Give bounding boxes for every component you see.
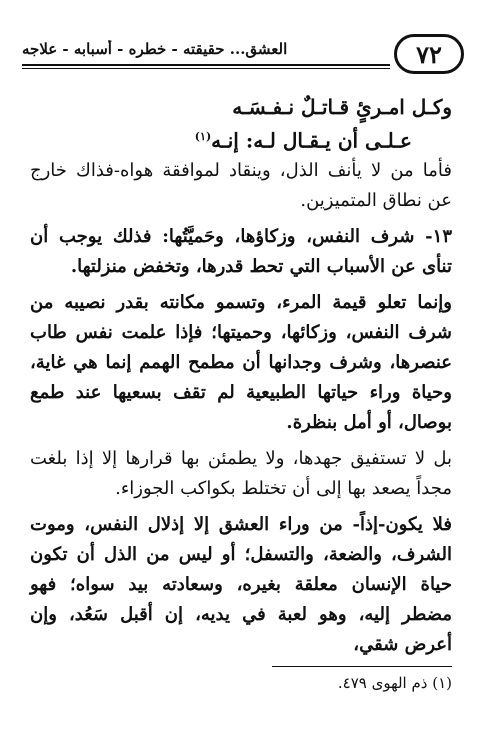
footnote: (١) ذم الهوى ٤٧٩.	[337, 674, 452, 692]
verse-line-1: وكـل امـرئٍ قـاتـلٌ نـفـسَـه	[232, 95, 452, 119]
running-title: العشق... حقيقته - خطره - أسبابه - علاجه	[22, 40, 288, 58]
page-body	[30, 92, 452, 666]
paragraph-5: فلا يكون-إذاً- من وراء العشق إلا إذلال النفس، وموت الشرف، والضعة، والتسفل؛ أو ليس من الذل أن تكون حياة الإنسان معلقة بغيره، وسعادته بيد سواه؛ فهو مضطر إليه، وهو لعبة في يديه، إن أقبل سَعُد، وإن أعرض شقي،	[30, 513, 452, 655]
header-rule	[22, 64, 390, 66]
paragraph-1: فأما من لا يأنف الذل، وينقاد لموافقة هواه-فذاك خارج عن نطاق المتميزين.	[30, 159, 452, 211]
verse-line-2	[30, 122, 452, 156]
footnote-marker: (١)	[194, 130, 212, 143]
poetry-verse	[30, 92, 452, 156]
paragraph-3: وإنما تعلو قيمة المرء، وتسمو مكانته بقدر نصيبه من شرف النفس، وزكائها، وحميتها؛ فإذا علمت نفس طاب عنصرها، وشرف وجدانها أن مطمح الهمم إنما هي غاية، وحياة وراء حياتها الطبيعية لم تقف بسعيها عند طمع بوصال، أو أمل بنظرة.	[30, 291, 452, 433]
footnote-separator	[272, 666, 452, 667]
page-number-badge	[394, 34, 464, 74]
page-number: ٧٢	[416, 39, 442, 69]
paragraph-4: بل لا تستفيق جهدها، ولا يطمئن بها قرارها إلا إذا بلغت مجداً يصعد بها إلى أن تختلط بكواكب الجوزاء.	[30, 447, 452, 499]
page-header	[22, 34, 464, 78]
verse-line-2-text: عـلـى أن يـقـال لـه: إنـه	[211, 128, 412, 153]
header-rule-thin	[22, 68, 390, 69]
paragraph-2: ١٣- شرف النفس، وزكاؤها، وحَميَّتُها: فذلك يوجب أن تنأى عن الأسباب التي تحط قدرها، وتخفض منزلتها.	[30, 225, 452, 277]
